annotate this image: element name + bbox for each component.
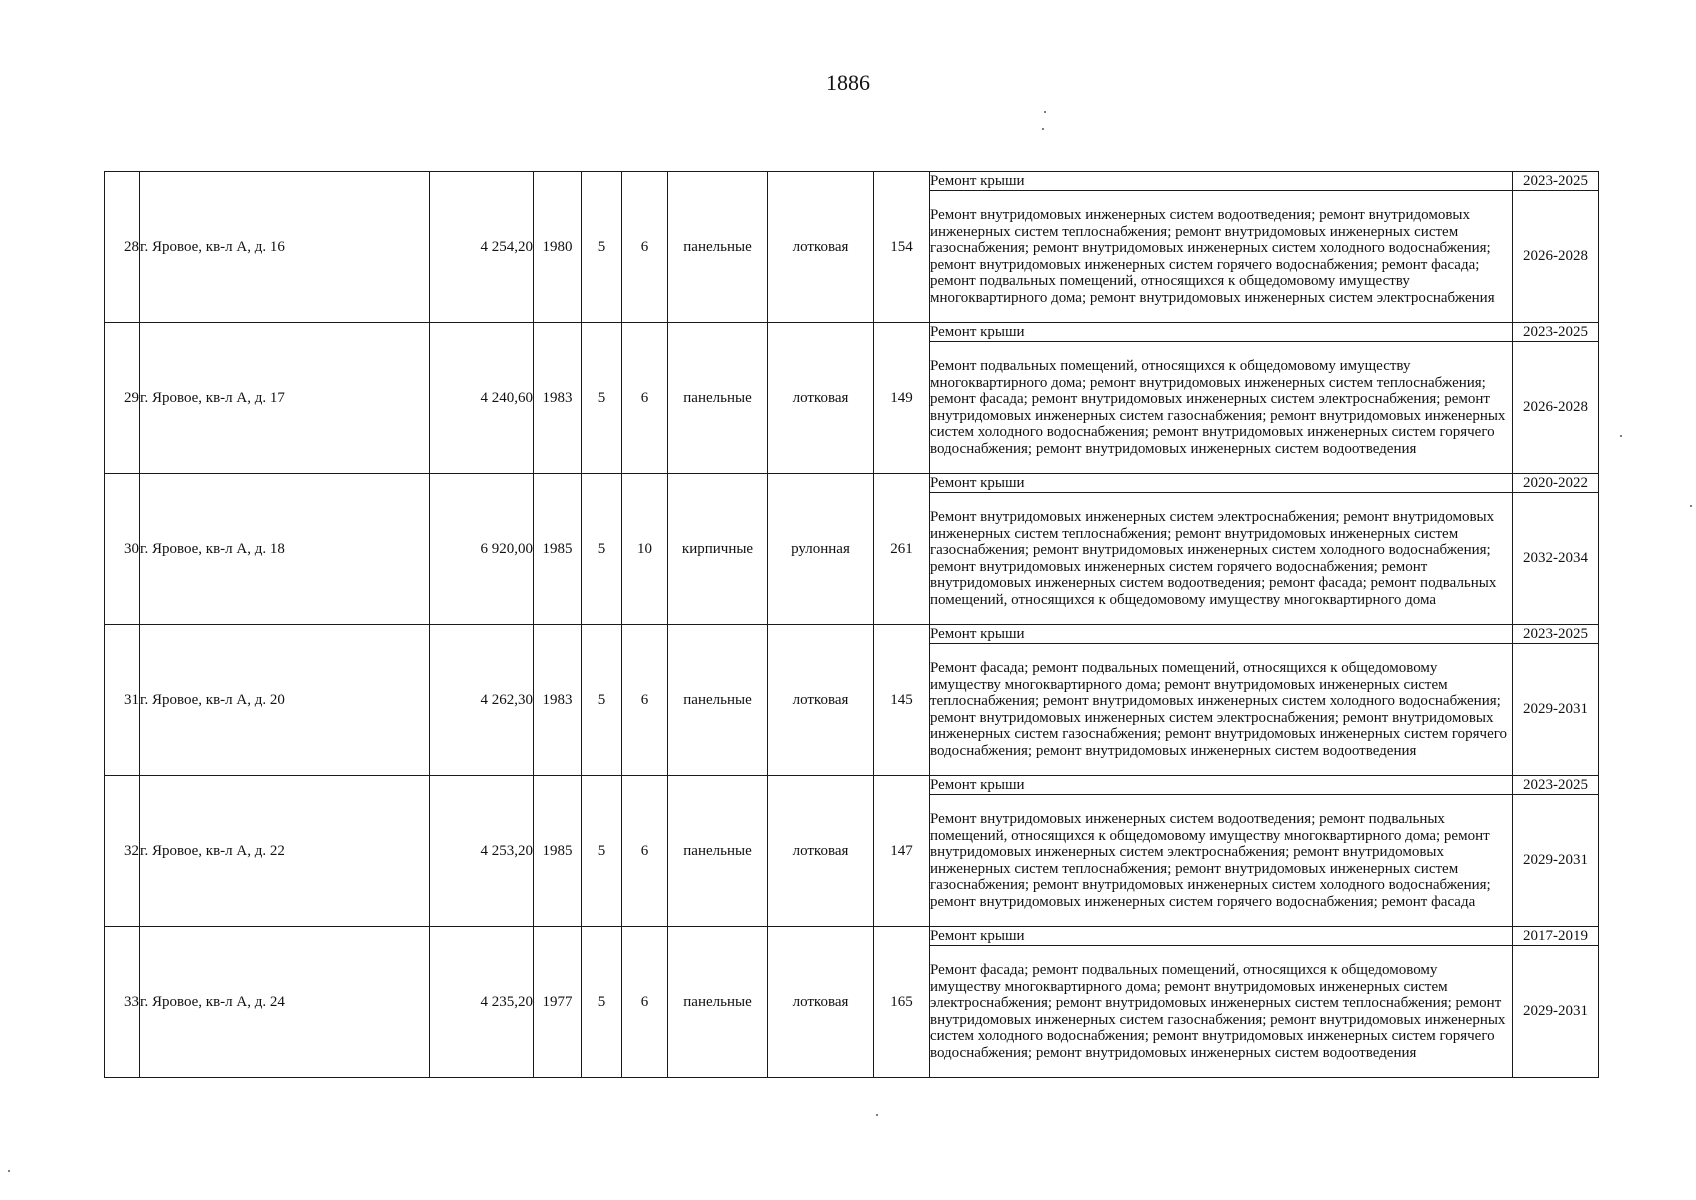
residents-cell: 147	[874, 776, 930, 927]
year-cell: 1985	[534, 776, 582, 927]
year-cell: 1983	[534, 625, 582, 776]
repair-works-cell: Ремонт внутридомовых инженерных систем электроснабжения; ремонт внутридомовых инженерных систем теплоснабжения; ремонт внутридомовых инженерных систем газоснабжения; ремонт внутридомовых инженерных систем холодного водоснабжения; ремонт внутридомовых инженерных систем горячего водоснабжения; ремонт внутридомовых инженерных систем водоотведения; ремонт фасада; ремонт подвальных помещений, относящихся к общедомовому имуществу многоквартирного дома	[930, 493, 1513, 625]
roof-repair-cell: Ремонт крыши	[930, 323, 1513, 342]
roof-type-cell: лотковая	[768, 625, 874, 776]
floors-cell: 5	[582, 474, 622, 625]
year-cell: 1980	[534, 172, 582, 323]
roof-repair-period-cell: 2017-2019	[1513, 927, 1599, 946]
repair-works-cell: Ремонт внутридомовых инженерных систем водоотведения; ремонт подвальных помещений, относящихся к общедомовому имуществу многоквартирного дома; ремонт внутридомовых инженерных систем электроснабжения; ремонт внутридомовых инженерных систем теплоснабжения; ремонт внутридомовых инженерных систем газоснабжения; ремонт внутридомовых инженерных систем холодного водоснабжения; ремонт внутридомовых инженерных систем горячего водоснабжения; ремонт фасада	[930, 795, 1513, 927]
repair-works-cell: Ремонт фасада; ремонт подвальных помещений, относящихся к общедомовому имуществу многоквартирного дома; ремонт внутридомовых инженерных систем электроснабжения; ремонт внутридомовых инженерных систем теплоснабжения; ремонт внутридомовых инженерных систем газоснабжения; ремонт внутридомовых инженерных систем холодного водоснабжения; ремонт внутридомовых инженерных систем горячего водоснабжения; ремонт внутридомовых инженерных систем водоотведения	[930, 946, 1513, 1078]
repair-works-period-cell: 2026-2028	[1513, 342, 1599, 474]
entrances-cell: 10	[622, 474, 668, 625]
year-cell: 1985	[534, 474, 582, 625]
repair-works-cell: Ремонт подвальных помещений, относящихся к общедомовому имуществу многоквартирного дома; ремонт внутридомовых инженерных систем теплоснабжения; ремонт фасада; ремонт внутридомовых инженерных систем электроснабжения; ремонт внутридомовых инженерных систем газоснабжения; ремонт внутридомовых инженерных систем холодного водоснабжения; ремонт внутридомовых инженерных систем горячего водоснабжения; ремонт внутридомовых инженерных систем водоотведения	[930, 342, 1513, 474]
repair-works-period-cell: 2029-2031	[1513, 946, 1599, 1078]
area-cell: 4 253,20	[430, 776, 534, 927]
roof-repair-cell: Ремонт крыши	[930, 172, 1513, 191]
table-row	[105, 474, 1599, 493]
area-cell: 4 240,60	[430, 323, 534, 474]
row-number: 28	[105, 172, 140, 323]
row-number: 31	[105, 625, 140, 776]
page-number: 1886	[826, 70, 870, 95]
floors-cell: 5	[582, 776, 622, 927]
wall-material-cell: панельные	[668, 776, 768, 927]
residents-cell: 154	[874, 172, 930, 323]
year-cell: 1983	[534, 323, 582, 474]
scan-speck	[8, 1170, 10, 1172]
roof-repair-cell: Ремонт крыши	[930, 474, 1513, 493]
area-cell: 6 920,00	[430, 474, 534, 625]
row-number: 29	[105, 323, 140, 474]
table-row	[105, 625, 1599, 644]
floors-cell: 5	[582, 172, 622, 323]
scan-speck	[1042, 128, 1044, 130]
floors-cell: 5	[582, 927, 622, 1078]
scan-speck	[1044, 111, 1046, 113]
table-body	[105, 172, 1599, 1078]
residents-cell: 149	[874, 323, 930, 474]
table-row	[105, 776, 1599, 795]
roof-type-cell: лотковая	[768, 323, 874, 474]
address-cell: г. Яровое, кв-л А, д. 22	[140, 776, 430, 927]
roof-repair-period-cell: 2020-2022	[1513, 474, 1599, 493]
address-cell: г. Яровое, кв-л А, д. 16	[140, 172, 430, 323]
repair-works-period-cell: 2029-2031	[1513, 795, 1599, 927]
floors-cell: 5	[582, 323, 622, 474]
roof-repair-cell: Ремонт крыши	[930, 776, 1513, 795]
roof-repair-cell: Ремонт крыши	[930, 927, 1513, 946]
scan-speck	[1690, 505, 1692, 507]
area-cell: 4 262,30	[430, 625, 534, 776]
address-cell: г. Яровое, кв-л А, д. 20	[140, 625, 430, 776]
residents-cell: 145	[874, 625, 930, 776]
scan-speck	[1620, 435, 1622, 437]
year-cell: 1977	[534, 927, 582, 1078]
roof-repair-period-cell: 2023-2025	[1513, 323, 1599, 342]
wall-material-cell: панельные	[668, 323, 768, 474]
row-number: 30	[105, 474, 140, 625]
wall-material-cell: кирпичные	[668, 474, 768, 625]
repair-works-cell: Ремонт внутридомовых инженерных систем водоотведения; ремонт внутридомовых инженерных систем теплоснабжения; ремонт внутридомовых инженерных систем газоснабжения; ремонт внутридомовых инженерных систем холодного водоснабжения; ремонт внутридомовых инженерных систем горячего водоснабжения; ремонт фасада; ремонт подвальных помещений, относящихся к общедомовому имуществу многоквартирного дома; ремонт внутридомовых инженерных систем электроснабжения	[930, 191, 1513, 323]
repair-works-cell: Ремонт фасада; ремонт подвальных помещений, относящихся к общедомовому имуществу многоквартирного дома; ремонт внутридомовых инженерных систем теплоснабжения; ремонт внутридомовых инженерных систем холодного водоснабжения; ремонт внутридомовых инженерных систем электроснабжения; ремонт внутридомовых инженерных систем газоснабжения; ремонт внутридомовых инженерных систем горячего водоснабжения; ремонт внутридомовых инженерных систем водоотведения	[930, 644, 1513, 776]
repair-works-period-cell: 2032-2034	[1513, 493, 1599, 625]
roof-repair-cell: Ремонт крыши	[930, 625, 1513, 644]
area-cell: 4 254,20	[430, 172, 534, 323]
entrances-cell: 6	[622, 776, 668, 927]
housing-repair-table	[104, 171, 1599, 1078]
roof-repair-period-cell: 2023-2025	[1513, 625, 1599, 644]
wall-material-cell: панельные	[668, 172, 768, 323]
scan-speck	[876, 1114, 878, 1116]
address-cell: г. Яровое, кв-л А, д. 24	[140, 927, 430, 1078]
wall-material-cell: панельные	[668, 927, 768, 1078]
roof-type-cell: лотковая	[768, 172, 874, 323]
roof-repair-period-cell: 2023-2025	[1513, 776, 1599, 795]
floors-cell: 5	[582, 625, 622, 776]
address-cell: г. Яровое, кв-л А, д. 18	[140, 474, 430, 625]
table-row	[105, 172, 1599, 191]
entrances-cell: 6	[622, 625, 668, 776]
roof-type-cell: лотковая	[768, 927, 874, 1078]
entrances-cell: 6	[622, 927, 668, 1078]
row-number: 33	[105, 927, 140, 1078]
roof-type-cell: лотковая	[768, 776, 874, 927]
residents-cell: 165	[874, 927, 930, 1078]
entrances-cell: 6	[622, 172, 668, 323]
repair-works-period-cell: 2029-2031	[1513, 644, 1599, 776]
table-row	[105, 323, 1599, 342]
repair-works-period-cell: 2026-2028	[1513, 191, 1599, 323]
row-number: 32	[105, 776, 140, 927]
address-cell: г. Яровое, кв-л А, д. 17	[140, 323, 430, 474]
residents-cell: 261	[874, 474, 930, 625]
table-row	[105, 927, 1599, 946]
area-cell: 4 235,20	[430, 927, 534, 1078]
entrances-cell: 6	[622, 323, 668, 474]
roof-type-cell: рулонная	[768, 474, 874, 625]
wall-material-cell: панельные	[668, 625, 768, 776]
roof-repair-period-cell: 2023-2025	[1513, 172, 1599, 191]
